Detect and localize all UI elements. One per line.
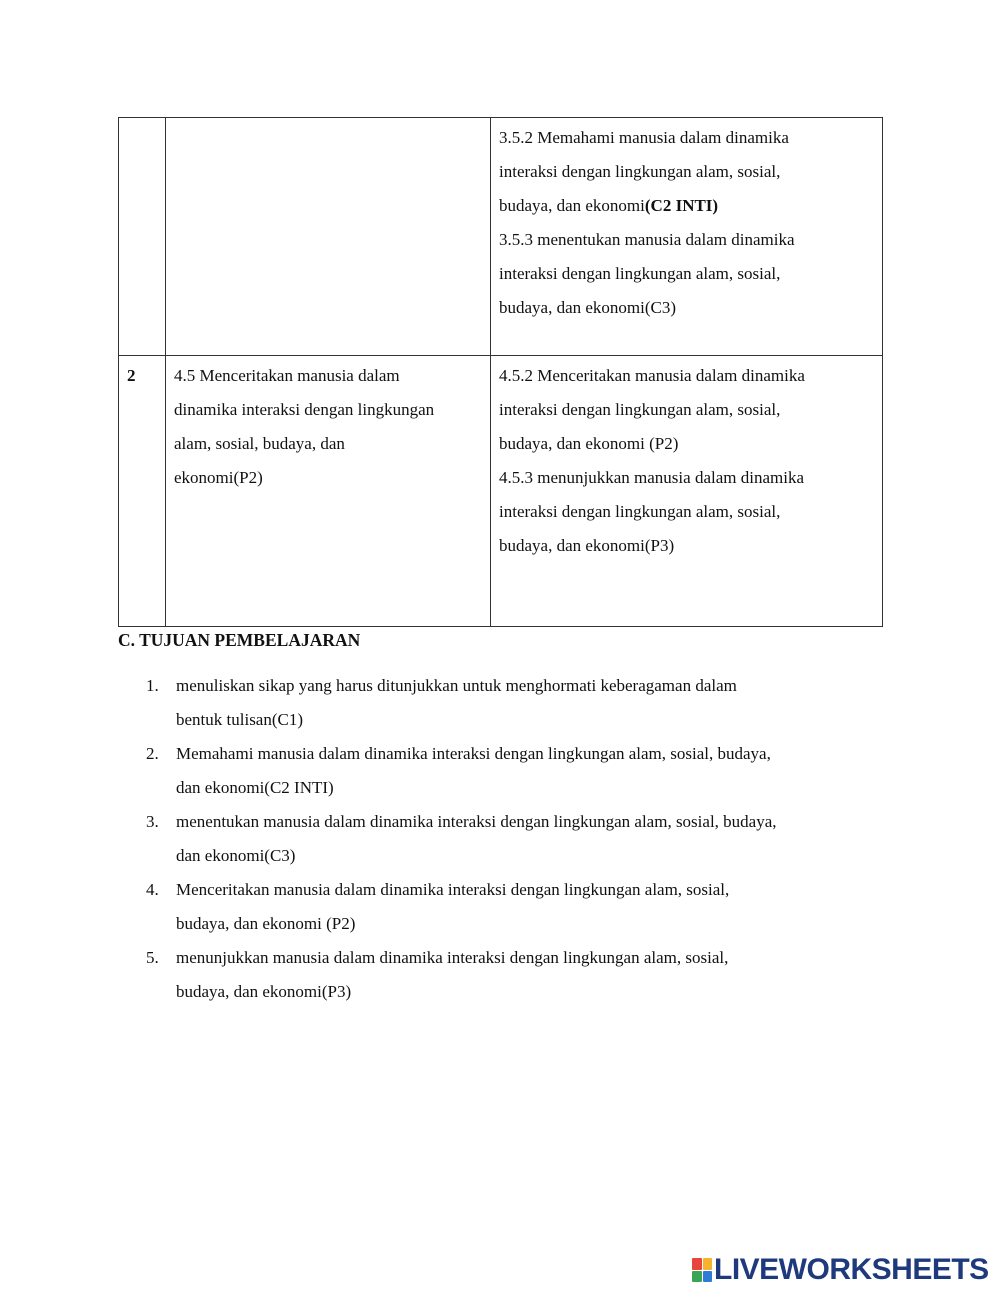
list-item: 4. Menceritakan manusia dalam dinamika interaksi dengan lingkungan alam, sosial, budaya, dan ekonomi (P2) (146, 880, 730, 933)
logo-icon (692, 1258, 712, 1282)
indicator-line: 3.5.2 Memahami manusia dalam dinamika (499, 128, 789, 147)
row-number-cell (119, 118, 166, 356)
section-title: C. TUJUAN PEMBELAJARAN (118, 630, 361, 650)
indicator-line: budaya, dan ekonomi(C2 INTI) (499, 196, 719, 215)
kd-line: ekonomi(P2) (174, 468, 263, 487)
indicator-line: 4.5.3 menunjukkan manusia dalam dinamika (499, 468, 804, 487)
table-row (119, 356, 883, 627)
table-row (119, 118, 883, 356)
kd-line: dinamika interaksi dengan lingkungan (174, 400, 435, 419)
indicator-cell (491, 118, 883, 356)
indicator-line: interaksi dengan lingkungan alam, sosial, (499, 400, 781, 419)
list-item: 5. menunjukkan manusia dalam dinamika interaksi dengan lingkungan alam, sosial, budaya, dan ekonomi(P3) (146, 948, 729, 1001)
basic-competency-cell (166, 356, 491, 627)
competency-table (118, 117, 883, 627)
indicator-line: interaksi dengan lingkungan alam, sosial, (499, 162, 781, 181)
indicator-level-tag: (C2 INTI) (644, 196, 719, 215)
indicator-cell (491, 356, 883, 627)
list-item: 2. Memahami manusia dalam dinamika interaksi dengan lingkungan alam, sosial, budaya, dan ekonomi(C2 INTI) (146, 744, 771, 797)
indicator-line: budaya, dan ekonomi(C3) (499, 298, 677, 317)
kd-line: alam, sosial, budaya, dan (174, 434, 345, 453)
basic-competency-cell (166, 118, 491, 356)
indicator-line: 4.5.2 Menceritakan manusia dalam dinamika (499, 366, 805, 385)
indicator-line: budaya, dan ekonomi (P2) (499, 434, 679, 453)
list-item: 3. menentukan manusia dalam dinamika interaksi dengan lingkungan alam, sosial, budaya, dan ekonomi(C3) (146, 812, 777, 865)
kd-line: 4.5 Menceritakan manusia dalam (174, 366, 400, 385)
indicator-line: interaksi dengan lingkungan alam, sosial, (499, 264, 781, 283)
indicator-line: 3.5.3 menentukan manusia dalam dinamika (499, 230, 795, 249)
row-number-cell: 2 (119, 356, 166, 627)
indicator-line: interaksi dengan lingkungan alam, sosial, (499, 502, 781, 521)
liveworksheets-logo (692, 1254, 989, 1286)
indicator-line: budaya, dan ekonomi(P3) (499, 536, 675, 555)
learning-goals-list (140, 669, 900, 1009)
logo-text: LIVEWORKSHEETS (714, 1253, 989, 1286)
list-item: 1. menuliskan sikap yang harus ditunjukkan untuk menghormati keberagaman dalam bentuk tulisan(C1) (146, 676, 737, 729)
